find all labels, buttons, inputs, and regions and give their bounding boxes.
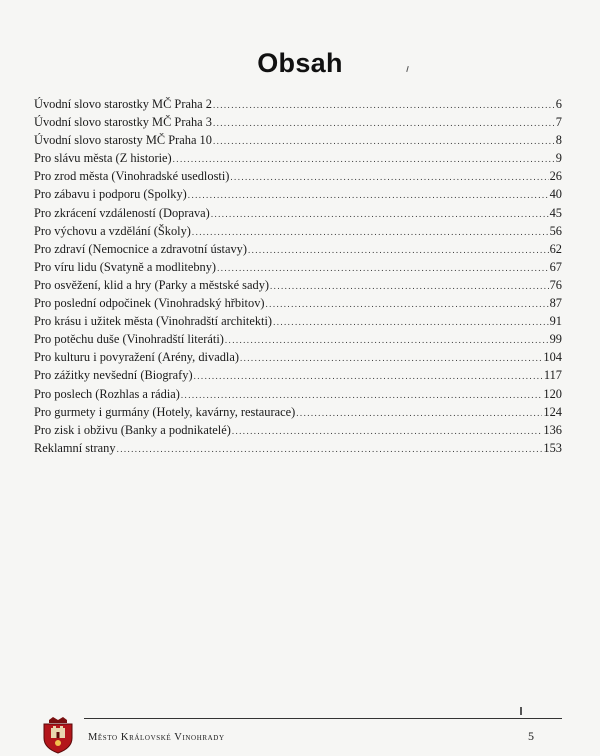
footer-title: Město Královské Vinohrady: [88, 732, 225, 743]
toc-entry-label: Pro krásu i užitek města (Vinohradští architekti): [34, 314, 273, 329]
toc-entry-label: Reklamní strany: [34, 440, 116, 455]
toc-entry: [34, 348, 562, 366]
toc-dot-leader: [270, 277, 549, 295]
toc-entry: [34, 294, 562, 312]
toc-dot-leader: [273, 313, 549, 331]
toc-entry-page: 40: [549, 187, 562, 202]
toc-entry-page: 9: [555, 151, 562, 166]
footer-page-number: 5: [528, 729, 534, 743]
toc-entry: [34, 403, 562, 421]
toc-entry-page: 26: [549, 169, 562, 184]
toc-entry-page: 76: [549, 277, 562, 292]
toc-entry-page: 45: [549, 205, 562, 220]
toc-dot-leader: [213, 96, 555, 114]
toc-entry-label: Pro zdraví (Nemocnice a zdravotní ústavy): [34, 241, 247, 256]
toc-entry-page: 136: [543, 422, 562, 437]
toc-entry-page: 120: [543, 386, 562, 401]
toc-entry: [34, 95, 562, 113]
toc-dot-leader: [192, 223, 549, 241]
city-coat-of-arms-icon: [40, 714, 76, 754]
toc-dot-leader: [181, 386, 543, 404]
toc-dot-leader: [266, 295, 549, 313]
toc-entry: [34, 204, 562, 222]
footer-rule: [84, 718, 562, 719]
toc-entry-label: Pro zábavu i podporu (Spolky): [34, 187, 187, 202]
toc-entry-page: 7: [555, 115, 562, 130]
toc-entry-label: Úvodní slovo starosty MČ Praha 10: [34, 133, 212, 148]
toc-entry-label: Pro poslech (Rozhlas a rádia): [34, 386, 180, 401]
toc-entry-page: 124: [543, 404, 562, 419]
toc-entry-label: Pro slávu města (Z historie): [34, 151, 172, 166]
toc-dot-leader: [173, 150, 555, 168]
toc-dot-leader: [230, 168, 548, 186]
toc-dot-leader: [217, 259, 549, 277]
toc-entry-label: Pro gurmety i gurmány (Hotely, kavárny, restaurace): [34, 404, 296, 419]
toc-entry-page: 99: [549, 332, 562, 347]
toc-entry-label: Pro poslední odpočinek (Vinohradský hřbitov): [34, 296, 265, 311]
toc-dot-leader: [225, 331, 549, 349]
toc-entry-label: Pro potěchu duše (Vinohradští literáti): [34, 332, 224, 347]
toc-dot-leader: [248, 241, 549, 259]
toc-entry: [34, 312, 562, 330]
toc-entry-label: Pro víru lidu (Svatyně a modlitebny): [34, 259, 217, 274]
toc-entry: [34, 167, 562, 185]
toc-entry-page: 67: [549, 259, 562, 274]
toc-entry-page: 91: [549, 314, 562, 329]
toc-entry-page: 117: [543, 368, 562, 383]
toc-entry-label: Úvodní slovo starostky MČ Praha 2: [34, 97, 212, 111]
toc-entry-page: 8: [555, 133, 562, 148]
toc-entry-label: Pro zrod města (Vinohradské usedlosti): [34, 169, 230, 184]
toc-entry-label: Pro kulturu i povyražení (Arény, divadla): [34, 350, 239, 365]
toc-entry-page: 104: [543, 350, 562, 365]
toc-entry: [34, 113, 562, 131]
toc-entry-label: Pro zisk i obživu (Banky a podnikatelé): [34, 422, 231, 437]
toc-entry: [34, 276, 562, 294]
toc-entry-label: Pro zkrácení vzdáleností (Doprava): [34, 205, 210, 220]
toc-dot-leader: [188, 186, 549, 204]
toc-entry: [34, 330, 562, 348]
toc-dot-leader: [117, 440, 543, 458]
toc-dot-leader: [213, 132, 555, 150]
toc-dot-leader: [194, 367, 543, 385]
toc-entry-label: Pro zážitky nevšední (Biografy): [34, 368, 193, 383]
toc-dot-leader: [232, 422, 543, 440]
toc-entry: [34, 439, 562, 457]
toc-entry-label: Pro osvěžení, klid a hry (Parky a městské sady): [34, 277, 270, 292]
toc-entry-page: 153: [543, 440, 562, 455]
toc-dot-leader: [211, 205, 549, 223]
toc-entry-page: 6: [555, 97, 562, 111]
toc-dot-leader: [240, 349, 542, 367]
toc-entry: [34, 385, 562, 403]
toc-entry-label: Pro výchovu a vzdělání (Školy): [34, 223, 191, 238]
toc-entry: [34, 258, 562, 276]
toc-entry: [34, 149, 562, 167]
page-title: Obsah: [257, 48, 343, 78]
toc-entry: [34, 240, 562, 258]
table-of-contents: [34, 95, 562, 457]
scan-speck: [520, 707, 522, 715]
toc-entry-page: 62: [549, 241, 562, 256]
toc-entry-label: Úvodní slovo starostky MČ Praha 3: [34, 115, 212, 130]
toc-entry: [34, 185, 562, 203]
toc-dot-leader: [213, 114, 555, 132]
toc-entry: [34, 131, 562, 149]
toc-dot-leader: [296, 404, 542, 422]
toc-entry: [34, 366, 562, 384]
toc-entry: [34, 222, 562, 240]
toc-entry-page: 56: [549, 223, 562, 238]
toc-entry-page: 87: [549, 296, 562, 311]
toc-entry: [34, 421, 562, 439]
